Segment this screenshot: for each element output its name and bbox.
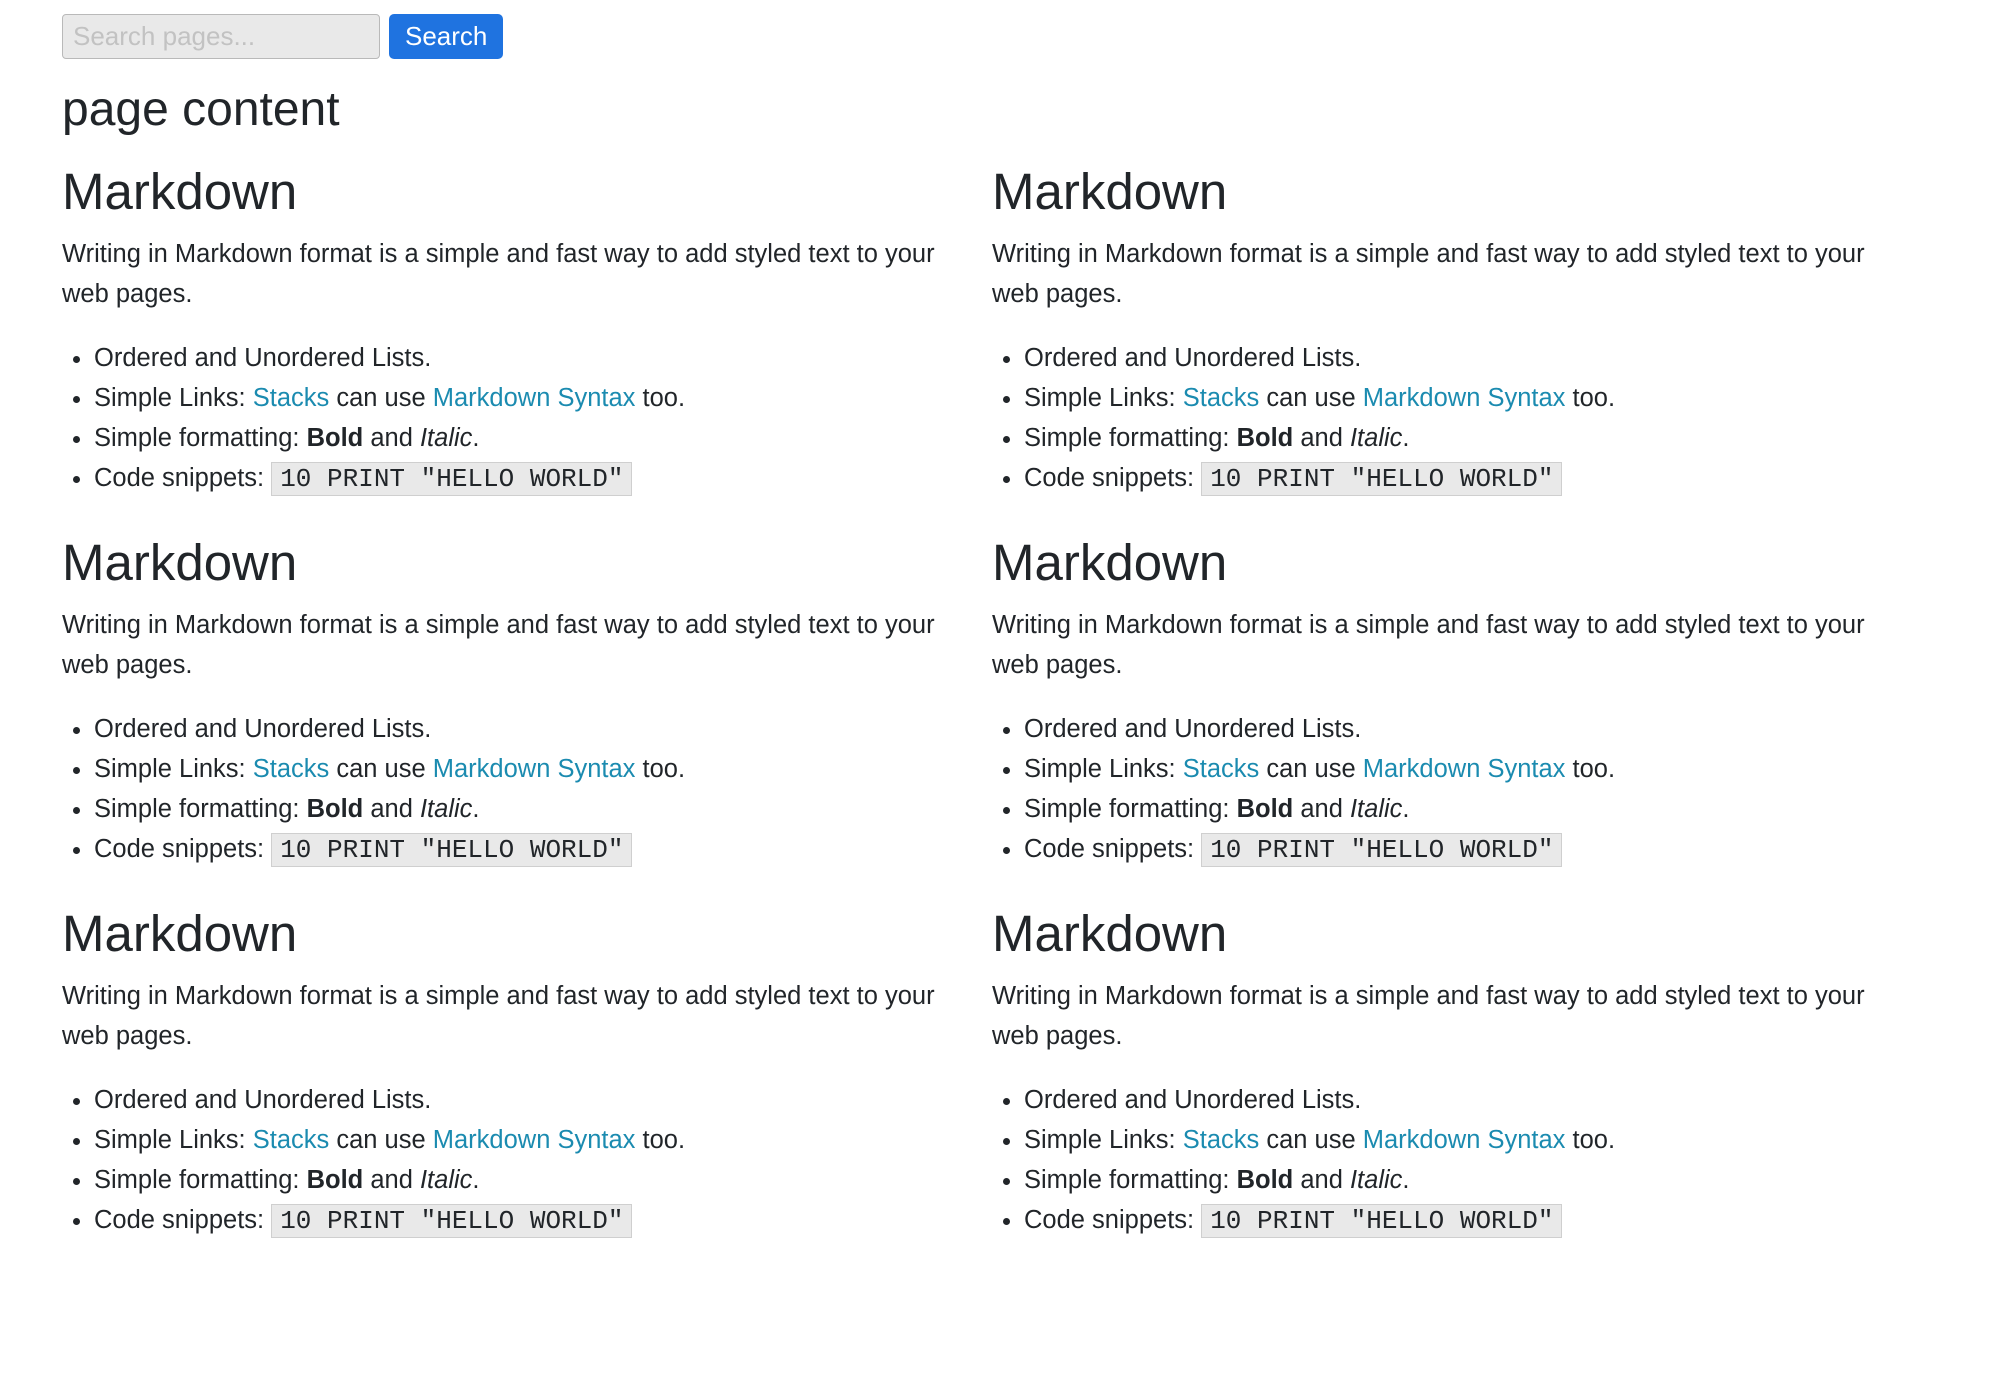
list-item: [1024, 1120, 1922, 1160]
list-item: [94, 458, 992, 499]
list-item-text: Code snippets:: [1024, 835, 1202, 863]
list-item-text: Simple formatting:: [94, 424, 307, 452]
italic-text: Italic: [419, 795, 473, 823]
bold-text: Bold: [1236, 1166, 1294, 1194]
markdown-block: [992, 902, 1922, 1273]
feature-list: [62, 1080, 992, 1241]
block-heading: Markdown: [992, 534, 1228, 591]
list-item-text: Simple formatting:: [1024, 1166, 1237, 1194]
list-item: [94, 378, 992, 418]
list-item-text: Simple Links:: [1024, 755, 1183, 783]
list-item: [94, 1120, 992, 1160]
feature-list: [62, 709, 992, 870]
list-item-text: Simple Links:: [94, 1126, 253, 1154]
list-item-text: .: [1402, 795, 1410, 823]
code-snippet: 10 PRINT "HELLO WORLD": [271, 462, 632, 496]
list-item-text: Ordered and Unordered Lists.: [94, 715, 432, 743]
italic-text: Italic: [419, 1166, 473, 1194]
stacks-link[interactable]: Stacks: [1182, 755, 1260, 783]
code-snippet: 10 PRINT "HELLO WORLD": [1201, 833, 1562, 867]
markdown-block: [62, 902, 992, 1273]
list-item: [1024, 378, 1922, 418]
list-item-text: can use: [329, 1126, 433, 1154]
list-item: [94, 709, 992, 749]
list-item-text: Simple formatting:: [94, 795, 307, 823]
list-item-text: Ordered and Unordered Lists.: [1024, 344, 1362, 372]
list-item-text: can use: [1259, 384, 1363, 412]
list-item-text: too.: [635, 1126, 686, 1154]
list-item: [94, 749, 992, 789]
list-item-text: and: [363, 424, 420, 452]
block-paragraph: Writing in Markdown format is a simple and fast way to add styled text to your web pages.: [62, 240, 935, 308]
block-paragraph: Writing in Markdown format is a simple and fast way to add styled text to your web pages.: [992, 982, 1865, 1050]
markdown-syntax-link[interactable]: Markdown Syntax: [432, 384, 636, 412]
markdown-block: [62, 531, 992, 902]
list-item-text: too.: [1565, 755, 1616, 783]
list-item: [1024, 1080, 1922, 1120]
page-title: page content: [62, 83, 340, 136]
list-item: [1024, 829, 1922, 870]
bold-text: Bold: [306, 424, 364, 452]
list-item: [94, 1200, 992, 1241]
stacks-link[interactable]: Stacks: [252, 1126, 330, 1154]
list-item-text: .: [472, 424, 480, 452]
list-item-text: Simple formatting:: [94, 1166, 307, 1194]
list-item-text: and: [1293, 795, 1350, 823]
markdown-block: [62, 160, 992, 531]
search-bar: [62, 14, 503, 59]
list-item-text: and: [363, 795, 420, 823]
list-item-text: Simple formatting:: [1024, 424, 1237, 452]
list-item-text: Simple Links:: [1024, 384, 1183, 412]
list-item-text: .: [1402, 424, 1410, 452]
list-item-text: and: [1293, 1166, 1350, 1194]
list-item-text: .: [472, 1166, 480, 1194]
block-paragraph: Writing in Markdown format is a simple and fast way to add styled text to your web pages.: [992, 240, 1865, 308]
feature-list: [992, 1080, 1922, 1241]
bold-text: Bold: [1236, 795, 1294, 823]
list-item-text: and: [1293, 424, 1350, 452]
bold-text: Bold: [306, 1166, 364, 1194]
list-item-text: Ordered and Unordered Lists.: [94, 344, 432, 372]
block-heading: Markdown: [62, 163, 298, 220]
italic-text: Italic: [1349, 424, 1403, 452]
list-item: [94, 789, 992, 829]
list-item: [94, 1080, 992, 1120]
block-heading: Markdown: [62, 905, 298, 962]
block-paragraph: Writing in Markdown format is a simple and fast way to add styled text to your web pages.: [62, 611, 935, 679]
list-item: [94, 1160, 992, 1200]
list-item: [94, 829, 992, 870]
block-heading: Markdown: [62, 534, 298, 591]
list-item: [1024, 338, 1922, 378]
markdown-syntax-link[interactable]: Markdown Syntax: [432, 755, 636, 783]
feature-list: [992, 338, 1922, 499]
list-item-text: .: [472, 795, 480, 823]
list-item-text: .: [1402, 1166, 1410, 1194]
list-item: [1024, 1200, 1922, 1241]
markdown-syntax-link[interactable]: Markdown Syntax: [1362, 1126, 1566, 1154]
block-paragraph: Writing in Markdown format is a simple and fast way to add styled text to your web pages.: [992, 611, 1865, 679]
list-item-text: too.: [1565, 384, 1616, 412]
list-item-text: Simple Links:: [94, 384, 253, 412]
list-item-text: can use: [1259, 1126, 1363, 1154]
code-snippet: 10 PRINT "HELLO WORLD": [1201, 1204, 1562, 1238]
markdown-block: [992, 531, 1922, 902]
list-item-text: Ordered and Unordered Lists.: [1024, 1086, 1362, 1114]
code-snippet: 10 PRINT "HELLO WORLD": [271, 833, 632, 867]
content-grid: [62, 160, 1922, 1273]
block-paragraph: Writing in Markdown format is a simple and fast way to add styled text to your web pages.: [62, 982, 935, 1050]
list-item-text: Simple Links:: [94, 755, 253, 783]
feature-list: [992, 709, 1922, 870]
italic-text: Italic: [1349, 1166, 1403, 1194]
feature-list: [62, 338, 992, 499]
stacks-link[interactable]: Stacks: [1182, 384, 1260, 412]
list-item-text: can use: [329, 384, 433, 412]
search-input[interactable]: [62, 14, 380, 59]
list-item-text: Simple Links:: [1024, 1126, 1183, 1154]
list-item-text: too.: [635, 384, 686, 412]
block-heading: Markdown: [992, 905, 1228, 962]
stacks-link[interactable]: Stacks: [1182, 1126, 1260, 1154]
block-heading: Markdown: [992, 163, 1228, 220]
list-item: [94, 338, 992, 378]
italic-text: Italic: [419, 424, 473, 452]
search-button[interactable]: Search: [389, 14, 503, 59]
bold-text: Bold: [1236, 424, 1294, 452]
stacks-link[interactable]: Stacks: [252, 384, 330, 412]
list-item-text: and: [363, 1166, 420, 1194]
code-snippet: 10 PRINT "HELLO WORLD": [1201, 462, 1562, 496]
list-item-text: Code snippets:: [94, 835, 272, 863]
italic-text: Italic: [1349, 795, 1403, 823]
list-item-text: Code snippets:: [94, 1206, 272, 1234]
markdown-syntax-link[interactable]: Markdown Syntax: [432, 1126, 636, 1154]
list-item-text: Ordered and Unordered Lists.: [1024, 715, 1362, 743]
markdown-syntax-link[interactable]: Markdown Syntax: [1362, 755, 1566, 783]
list-item: [1024, 418, 1922, 458]
list-item-text: Code snippets:: [94, 464, 272, 492]
list-item: [1024, 709, 1922, 749]
markdown-block: [992, 160, 1922, 531]
stacks-link[interactable]: Stacks: [252, 755, 330, 783]
list-item-text: Code snippets:: [1024, 464, 1202, 492]
list-item: [1024, 1160, 1922, 1200]
list-item-text: too.: [635, 755, 686, 783]
list-item-text: too.: [1565, 1126, 1616, 1154]
list-item: [1024, 789, 1922, 829]
list-item: [94, 418, 992, 458]
list-item: [1024, 458, 1922, 499]
bold-text: Bold: [306, 795, 364, 823]
list-item-text: can use: [329, 755, 433, 783]
list-item-text: Ordered and Unordered Lists.: [94, 1086, 432, 1114]
list-item: [1024, 749, 1922, 789]
markdown-syntax-link[interactable]: Markdown Syntax: [1362, 384, 1566, 412]
code-snippet: 10 PRINT "HELLO WORLD": [271, 1204, 632, 1238]
list-item-text: can use: [1259, 755, 1363, 783]
list-item-text: Code snippets:: [1024, 1206, 1202, 1234]
list-item-text: Simple formatting:: [1024, 795, 1237, 823]
